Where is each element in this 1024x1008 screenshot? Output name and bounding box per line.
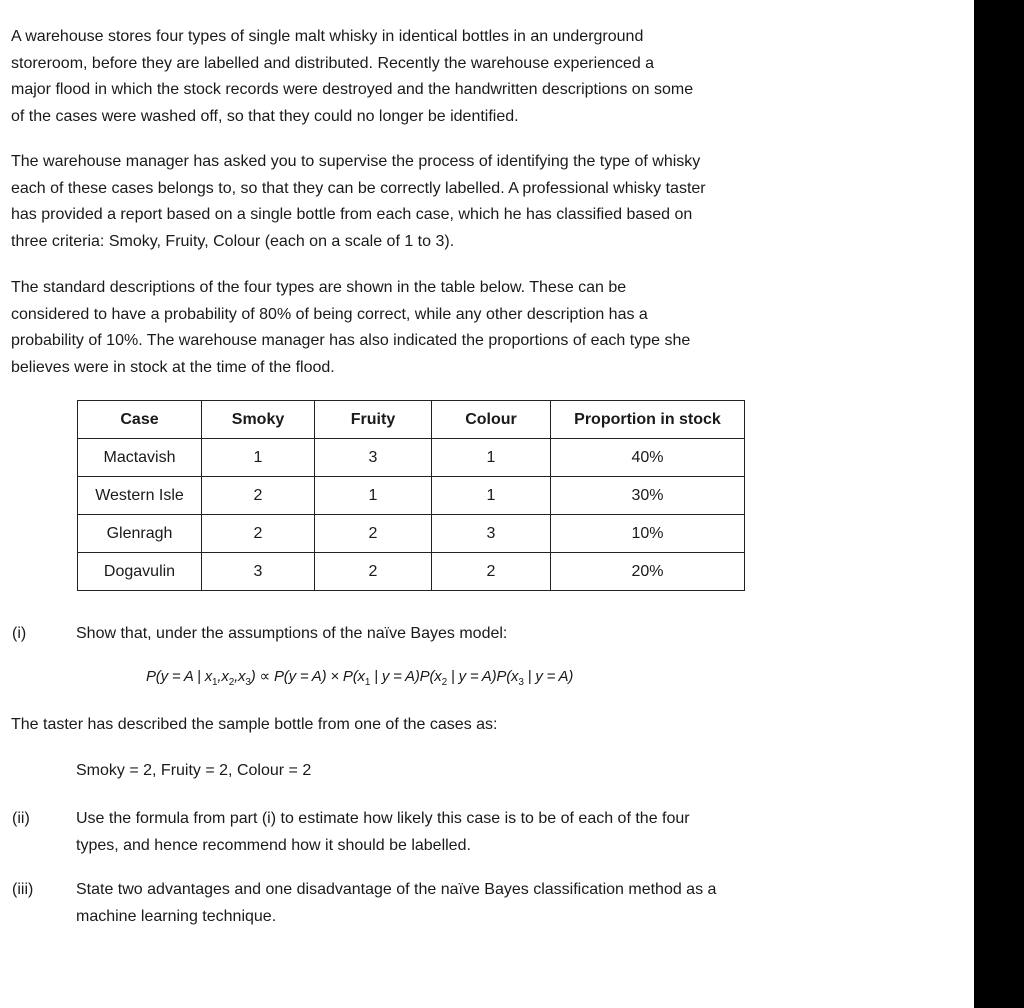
paragraph-line: each of these cases belongs to, so that they can be correctly labelled. A professional whisky taster (11, 179, 706, 197)
table-row (78, 439, 745, 477)
formula-subscript: 1 (364, 677, 371, 688)
cell-case: Glenragh (78, 515, 202, 553)
question-ii-number: (ii) (12, 810, 30, 827)
cell-colour: 2 (432, 553, 551, 591)
formula-part: ,x (234, 668, 246, 685)
cell-fruity: 1 (315, 477, 432, 515)
cell-case: Dogavulin (78, 553, 202, 591)
cell-proportion: 40% (551, 439, 745, 477)
formula-part: ) ∝ P(y = A) × P(x (250, 668, 365, 685)
question-line: machine learning technique. (76, 907, 277, 925)
paragraph-line: major flood in which the stock records were destroyed and the handwritten descriptions on some (11, 81, 694, 98)
paragraph-line: believes were in stock at the time of the flood. (11, 358, 335, 376)
cell-proportion: 20% (551, 553, 745, 591)
cell-fruity: 3 (315, 439, 432, 477)
header-colour: Colour (432, 401, 551, 439)
paragraph-intro (11, 24, 831, 130)
table-row (78, 553, 745, 591)
cell-fruity: 2 (315, 553, 432, 591)
paragraph-line: probability of 10%. The warehouse manager has also indicated the proportions of each type she (11, 332, 691, 349)
taster-intro: The taster has described the sample bottle from one of the cases as: (11, 716, 498, 733)
cell-colour: 1 (432, 477, 551, 515)
question-iii-number: (iii) (12, 881, 34, 898)
question-i-text (76, 621, 836, 648)
paragraph-line: of the cases were washed off, so that they could no longer be identified. (11, 107, 519, 125)
question-ii-text (76, 806, 836, 859)
table-header-row (78, 401, 745, 439)
question-i-number: (i) (12, 625, 27, 642)
cell-smoky: 2 (202, 477, 315, 515)
naive-bayes-formula (146, 667, 573, 688)
paragraph-line: A warehouse stores four types of single malt whisky in identical bottles in an underground (11, 28, 644, 45)
formula-subscript: 3 (245, 677, 251, 688)
question-line: Use the formula from part (i) to estimate how likely this case is to be of each of the four (76, 810, 690, 827)
formula-subscript: 2 (441, 677, 447, 688)
cell-proportion: 30% (551, 477, 745, 515)
table-row (78, 515, 745, 553)
header-smoky: Smoky (202, 401, 315, 439)
cell-smoky: 3 (202, 553, 315, 591)
question-line: State two advantages and one disadvantage of the naïve Bayes classification method as a (76, 881, 717, 898)
paragraph-line: considered to have a probability of 80% of being correct, while any other description has a (11, 305, 648, 323)
paragraph-line: The warehouse manager has asked you to supervise the process of identifying the type of whisky (11, 153, 701, 170)
formula-part: | y = A)P(x (446, 668, 519, 685)
cell-case: Mactavish (78, 439, 202, 477)
paragraph-line: has provided a report based on a single bottle from each case, which he has classified based on (11, 206, 693, 223)
cell-case: Western Isle (78, 477, 202, 515)
formula-part: | y = A)P(x (370, 668, 442, 685)
table-row (78, 477, 745, 515)
question-line: Show that, under the assumptions of the naïve Bayes model: (76, 625, 508, 642)
paragraph-manager (11, 149, 831, 255)
cell-colour: 1 (432, 439, 551, 477)
cell-colour: 3 (432, 515, 551, 553)
paragraph-line: The standard descriptions of the four types are shown in the table below. These can be (11, 279, 627, 296)
question-iii-text (76, 877, 836, 930)
cell-smoky: 2 (202, 515, 315, 553)
sample-description: Smoky = 2, Fruity = 2, Colour = 2 (76, 762, 312, 779)
header-proportion: Proportion in stock (551, 401, 745, 439)
header-fruity: Fruity (315, 401, 432, 439)
formula-part: P(y = A | x (146, 668, 213, 685)
cell-fruity: 2 (315, 515, 432, 553)
paragraph-line: three criteria: Smoky, Fruity, Colour (each on a scale of 1 to 3). (11, 232, 455, 250)
formula-subscript: 3 (518, 677, 524, 688)
paragraph-line: storeroom, before they are labelled and distributed. Recently the warehouse experienced a (11, 54, 655, 72)
formula-subscript: 1 (212, 677, 218, 688)
cell-smoky: 1 (202, 439, 315, 477)
cell-proportion: 10% (551, 515, 745, 553)
formula-part: ,x (217, 668, 229, 685)
paragraph-standard-descriptions (11, 275, 831, 381)
question-line: types, and hence recommend how it should be labelled. (76, 836, 471, 854)
header-case: Case (78, 401, 202, 439)
formula-subscript: 2 (228, 677, 235, 688)
formula-part: | y = A) (523, 668, 574, 685)
whisky-table (77, 400, 745, 591)
